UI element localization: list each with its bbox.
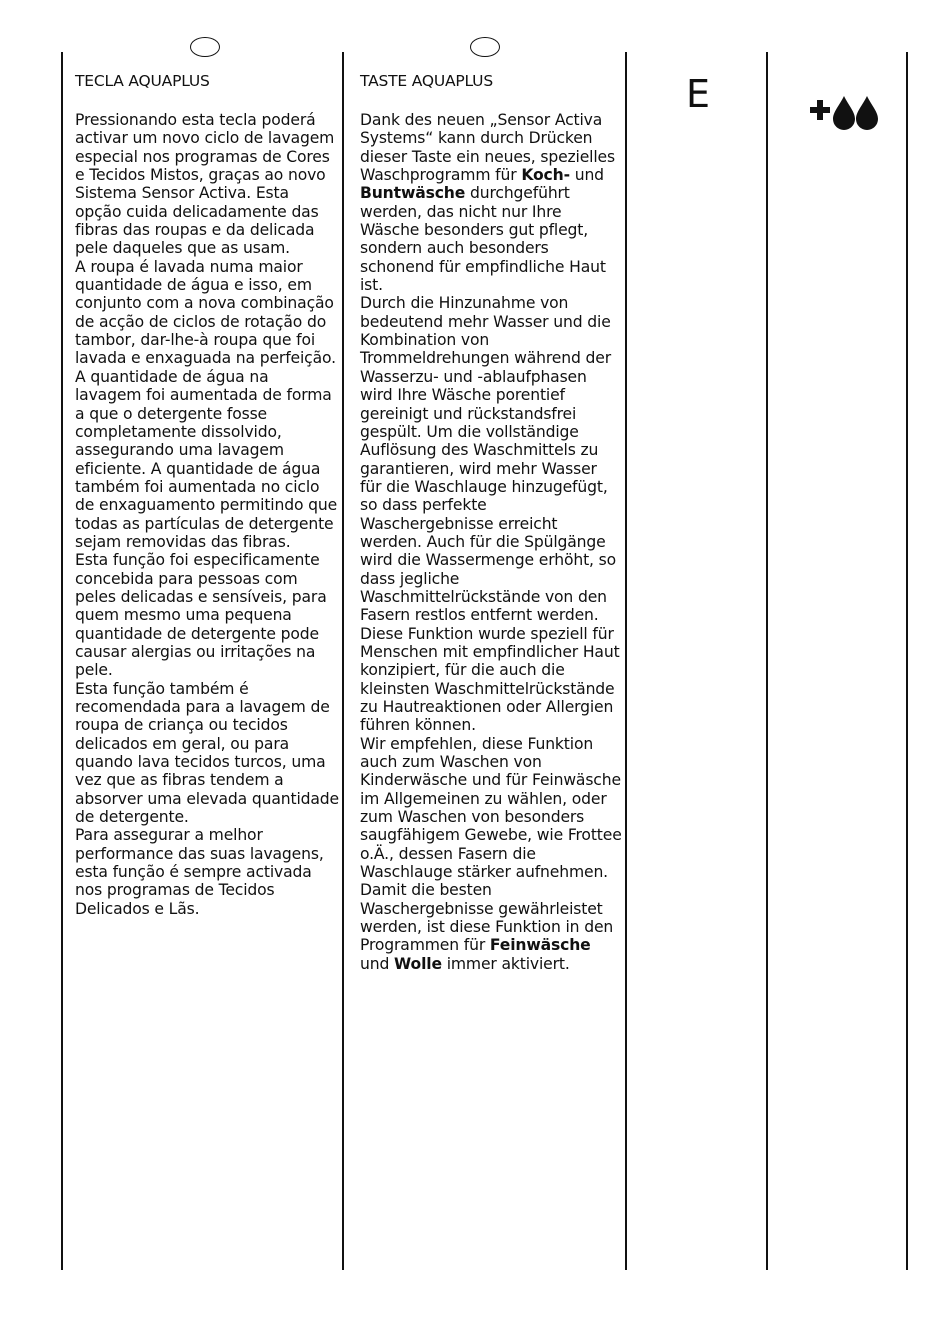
german-column — [360, 71, 622, 973]
column-divider-1 — [61, 52, 63, 1270]
bold-term: Koch- — [521, 166, 570, 185]
portuguese-paragraph: A roupa é lavada numa maior quantidade de água e isso, em conjunto com a nova combinação de acção de ciclos de rotação do tambor, dar-lhe-à roupa que foi lavada e enxaguada na perfeição. A quantidade de água na lavagem foi aumentada de forma a que o detergente fosse completamente dissolvido, assegurando uma lavagem eficiente. A quantidade de água também foi aumentada no ciclo de enxaguamento permitindo que todas as partículas de detergente sejam removidas das fibras. — [75, 257, 338, 551]
text-run: immer aktiviert. — [441, 954, 570, 973]
german-paragraph: Diese Funktion wurde speziell für Menschen mit empfindlicher Haut konzipiert, für die auch die kleinsten Waschmittelrückstände zu Hautreaktionen oder Allergien führen können. — [360, 624, 620, 735]
column-divider-5 — [906, 52, 908, 1270]
portuguese-heading: TECLA AQUAPLUS — [75, 72, 210, 90]
portuguese-column — [75, 71, 339, 918]
text-run: Damit die besten Waschergebnisse gewährleistet werden, ist diese Funktion in den Programmen für — [360, 881, 614, 955]
text-run: Dank des neuen „Sensor Activa Systems“ kann durch Drücken dieser Taste ein neues, spezielles Waschprogramm für — [360, 111, 615, 185]
column-divider-4 — [766, 52, 768, 1270]
plus-water-drops-icon — [808, 92, 880, 132]
column-divider-2 — [342, 52, 344, 1270]
german-paragraph — [360, 881, 622, 973]
german-language-circle-icon — [470, 37, 500, 57]
german-heading: TASTE AQUAPLUS — [360, 72, 493, 90]
bold-term: Wolle — [394, 954, 442, 973]
portuguese-language-circle-icon — [190, 37, 220, 57]
text-run: und — [360, 954, 395, 973]
german-paragraph: Durch die Hinzunahme von bedeutend mehr Wasser und die Kombination von Trommeldrehungen während der Wasserzu- und -ablaufphasen wird Ihre Wäsche porentief gereinigt und rückstandsfrei gespült. Um die vollständige Auflösung des Waschmittels zu garantieren, wird mehr Wasser für die Waschlauge hinzugefügt, so dass perfekte Waschergebnisse erreicht werden. Auch für die Spülgänge wird die Wassermenge erhöht, so dass jegliche Waschmittelrückstände von den Fasern restlos entfernt werden. — [360, 294, 617, 625]
portuguese-paragraph: Pressionando esta tecla poderá activar um novo ciclo de lavagem especial nos programas de Cores e Tecidos Mistos, graças ao novo Sistema Sensor Activa. Esta opção cuida delicadamente das fibras das roupas e da delicada pele daqueles que as usam. — [75, 111, 335, 258]
text-run: und — [569, 166, 604, 185]
portuguese-paragraph: Para assegurar a melhor performance das suas lavagens, esta função é sempre activada nos programas de Tecidos Delicados e Lãs. — [75, 826, 324, 918]
text-run: durchgeführt werden, das nicht nur Ihre Wäsche besonders gut pflegt, sondern auch besonders schonend für empfindliche Haut ist. — [360, 184, 606, 295]
column-divider-3 — [625, 52, 627, 1270]
portuguese-body — [75, 111, 339, 918]
german-paragraph — [360, 111, 622, 294]
german-body — [360, 111, 622, 973]
portuguese-paragraph: Esta função foi especificamente concebida para pessoas com peles delicadas e sensíveis, para quem mesmo uma pequena quantidade de detergente pode causar alergias ou irritações na pele. — [75, 551, 327, 680]
portuguese-paragraph: Esta função também é recomendada para a lavagem de roupa de criança ou tecidos delicados em geral, ou para quando lava tecidos turcos, uma vez que as fibras tendem a absorver uma elevada quantidade de detergente. — [75, 679, 339, 827]
german-paragraph: Wir empfehlen, diese Funktion auch zum Waschen von Kinderwäsche und für Feinwäsche im Allgemeinen zu wählen, oder zum Waschen von besonders saugfähigem Gewebe, wie Frottee o.Ä., dessen Fasern die Waschlauge stärker aufnehmen. — [360, 734, 622, 882]
bold-term: Feinwäsche — [489, 936, 591, 955]
bold-term: Buntwäsche — [360, 184, 466, 203]
section-letter: E — [686, 72, 711, 116]
